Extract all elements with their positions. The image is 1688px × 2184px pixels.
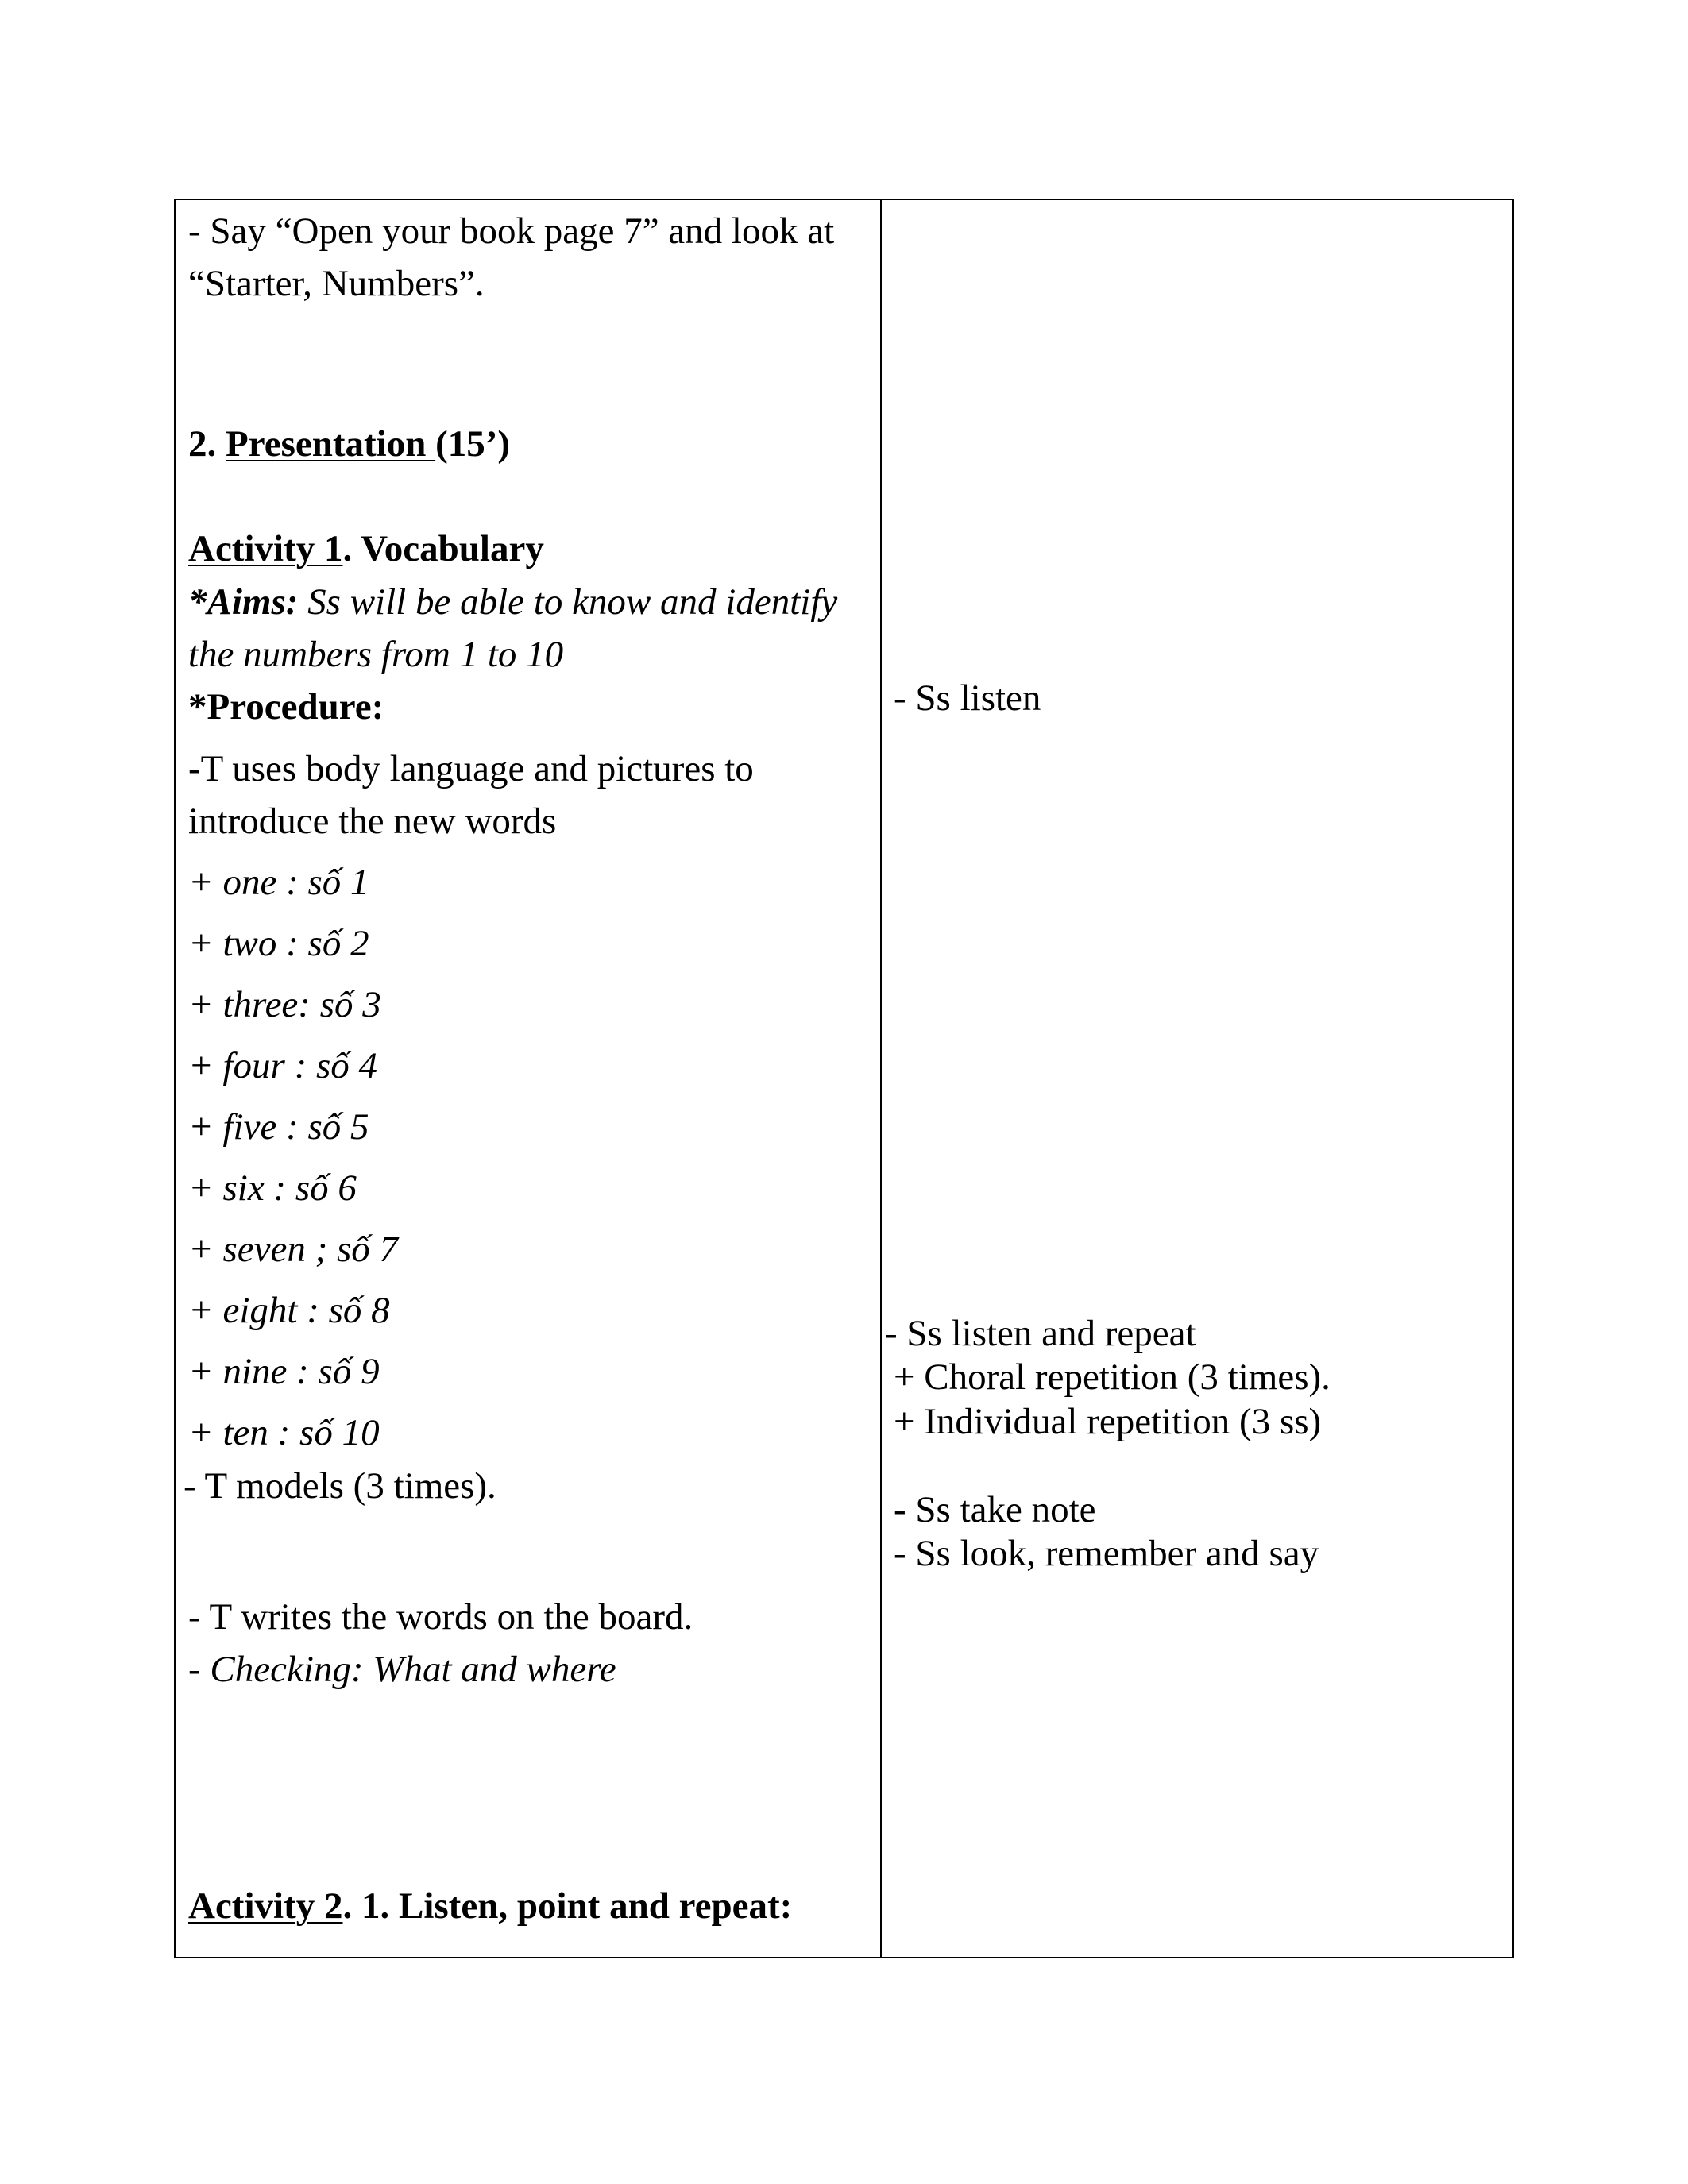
presentation-number: 2. (188, 423, 226, 465)
choral-repetition: + Choral repetition (3 times). (894, 1356, 1331, 1398)
vocab-item-nine: + nine : số 9 (188, 1351, 380, 1392)
say-instruction-line-1: - Say “Open your book page 7” and look at (188, 210, 835, 252)
column-divider (880, 200, 882, 1957)
checking-prefix: - (188, 1649, 211, 1690)
vocab-item-five: + five : số 5 (188, 1106, 369, 1148)
vocab-item-eight: + eight : số 8 (188, 1290, 390, 1331)
activity-1-heading (188, 528, 544, 569)
ss-take-note: - Ss take note (894, 1489, 1096, 1530)
activity-2-heading (188, 1885, 793, 1927)
ss-listen: - Ss listen (894, 677, 1041, 719)
presentation-title: Presentation (226, 423, 436, 465)
ss-look-remember-say: - Ss look, remember and say (894, 1533, 1319, 1574)
aims-line-1 (188, 581, 838, 623)
say-instruction-line-2: “Starter, Numbers”. (188, 263, 485, 304)
vocab-item-two: + two : số 2 (188, 923, 369, 964)
individual-repetition: + Individual repetition (3 ss) (894, 1401, 1322, 1442)
presentation-heading (188, 423, 511, 465)
vocab-item-one: + one : số 1 (188, 862, 369, 903)
vocab-item-six: + six : số 6 (188, 1167, 357, 1209)
vocab-item-ten: + ten : số 10 (188, 1412, 380, 1453)
teacher-models: - T models (3 times). (183, 1465, 496, 1507)
intro-line-1: -T uses body language and pictures to (188, 748, 754, 789)
aims-text: Ss will be able to know and identify (298, 581, 838, 623)
aims-line-2: the numbers from 1 to 10 (188, 634, 564, 675)
vocab-item-four: + four : số 4 (188, 1045, 378, 1086)
activity-1-title: . Vocabulary (342, 528, 544, 569)
vocab-item-three: + three: số 3 (188, 984, 381, 1025)
checking-line (188, 1651, 616, 1688)
teacher-writes: - T writes the words on the board. (188, 1596, 693, 1638)
activity-1-label: Activity 1 (188, 528, 343, 569)
ss-listen-repeat: - Ss listen and repeat (885, 1313, 1196, 1354)
vocab-item-seven: + seven ; số 7 (188, 1229, 399, 1270)
presentation-duration: (15’) (435, 423, 511, 465)
activity-2-title: . 1. Listen, point and repeat: (342, 1885, 793, 1927)
activity-2-label: Activity 2 (188, 1885, 343, 1927)
intro-line-2: introduce the new words (188, 801, 557, 842)
aims-label: *Aims: (188, 581, 299, 623)
procedure-label: *Procedure: (188, 686, 384, 727)
checking-text: Checking: What and where (210, 1649, 616, 1690)
